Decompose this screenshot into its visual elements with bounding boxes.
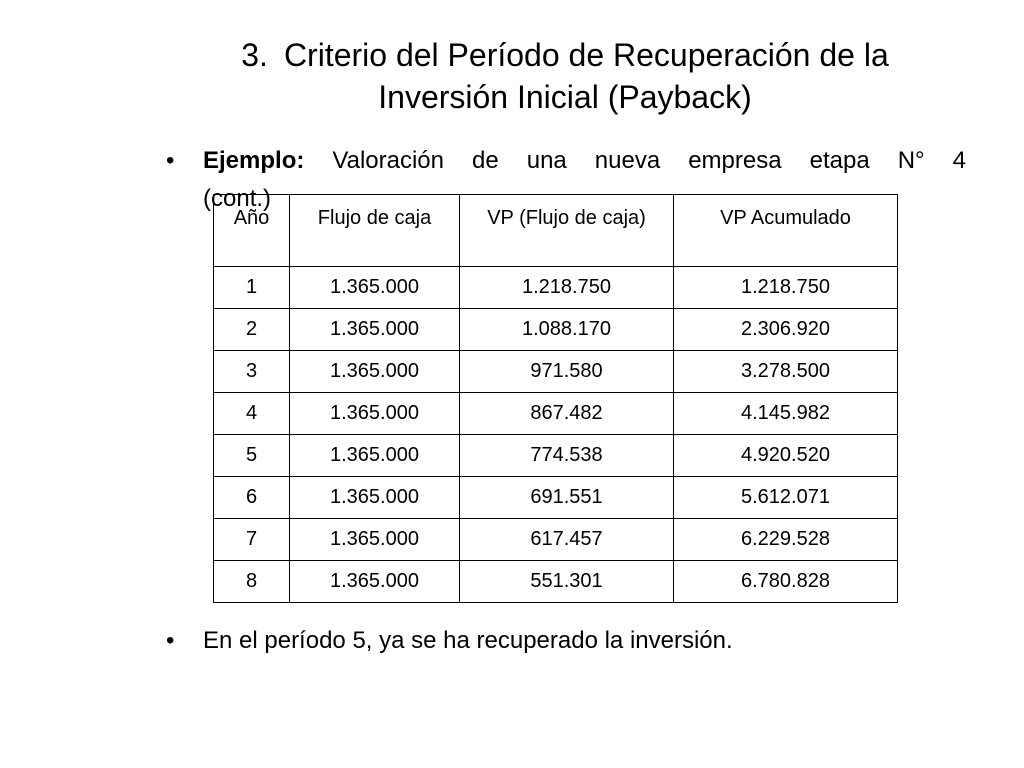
example-continuation: (cont.) bbox=[203, 185, 272, 212]
cell-vp-acumulado: 5.612.071 bbox=[674, 477, 898, 519]
cell-flujo-de-caja: 1.365.000 bbox=[290, 519, 460, 561]
cell-vp-acumulado: 4.920.520 bbox=[674, 435, 898, 477]
cell-ano: 8 bbox=[214, 561, 290, 603]
header-ano: Año bbox=[214, 195, 290, 267]
cell-ano: 3 bbox=[214, 351, 290, 393]
title-line-1 bbox=[150, 34, 980, 76]
table-row bbox=[214, 477, 898, 519]
cell-flujo-de-caja: 1.365.000 bbox=[290, 351, 460, 393]
cell-flujo-de-caja: 1.365.000 bbox=[290, 477, 460, 519]
bullet-example-text bbox=[203, 144, 966, 178]
bullet-conclusion-text: En el período 5, ya se ha recuperado la inversión. bbox=[203, 627, 733, 654]
payback-table bbox=[213, 194, 898, 603]
cell-vp-flujo: 551.301 bbox=[460, 561, 674, 603]
cell-flujo-de-caja: 1.365.000 bbox=[290, 561, 460, 603]
table-row bbox=[214, 519, 898, 561]
bullet-dot: • bbox=[166, 627, 175, 654]
title-line-2: Inversión Inicial (Payback) bbox=[378, 79, 752, 115]
cell-ano: 2 bbox=[214, 309, 290, 351]
table-row bbox=[214, 561, 898, 603]
header-vp-flujo: VP (Flujo de caja) bbox=[460, 195, 674, 267]
title-text-1: Criterio del Período de Recuperación de la bbox=[283, 37, 889, 73]
cell-vp-flujo: 617.457 bbox=[460, 519, 674, 561]
cell-vp-acumulado: 2.306.920 bbox=[674, 309, 898, 351]
cell-vp-acumulado: 1.218.750 bbox=[674, 267, 898, 309]
table-header-row bbox=[214, 195, 898, 267]
title-number: 3. bbox=[241, 37, 268, 73]
cell-ano: 7 bbox=[214, 519, 290, 561]
cell-ano: 4 bbox=[214, 393, 290, 435]
header-vp-acumulado: VP Acumulado bbox=[674, 195, 898, 267]
cell-flujo-de-caja: 1.365.000 bbox=[290, 309, 460, 351]
slide-title bbox=[150, 34, 980, 118]
cell-ano: 5 bbox=[214, 435, 290, 477]
cell-vp-acumulado: 4.145.982 bbox=[674, 393, 898, 435]
table-row bbox=[214, 435, 898, 477]
cell-ano: 6 bbox=[214, 477, 290, 519]
cell-vp-acumulado: 6.229.528 bbox=[674, 519, 898, 561]
cell-flujo-de-caja: 1.365.000 bbox=[290, 267, 460, 309]
cell-vp-flujo: 1.218.750 bbox=[460, 267, 674, 309]
cell-vp-flujo: 1.088.170 bbox=[460, 309, 674, 351]
header-flujo-de-caja: Flujo de caja bbox=[290, 195, 460, 267]
cell-vp-flujo: 691.551 bbox=[460, 477, 674, 519]
example-description: Valoración de una nueva empresa etapa N° 4 bbox=[304, 147, 966, 174]
cell-vp-flujo: 867.482 bbox=[460, 393, 674, 435]
cell-flujo-de-caja: 1.365.000 bbox=[290, 393, 460, 435]
example-label: Ejemplo: bbox=[203, 147, 305, 174]
cell-vp-acumulado: 3.278.500 bbox=[674, 351, 898, 393]
bullet-dot: • bbox=[166, 147, 175, 174]
table-row bbox=[214, 267, 898, 309]
table-row bbox=[214, 393, 898, 435]
cell-vp-flujo: 774.538 bbox=[460, 435, 674, 477]
table-row bbox=[214, 351, 898, 393]
cell-vp-acumulado: 6.780.828 bbox=[674, 561, 898, 603]
table-row bbox=[214, 309, 898, 351]
cell-ano: 1 bbox=[214, 267, 290, 309]
cell-flujo-de-caja: 1.365.000 bbox=[290, 435, 460, 477]
cell-vp-flujo: 971.580 bbox=[460, 351, 674, 393]
bullet-conclusion bbox=[166, 624, 966, 658]
bullet-example bbox=[166, 144, 966, 212]
